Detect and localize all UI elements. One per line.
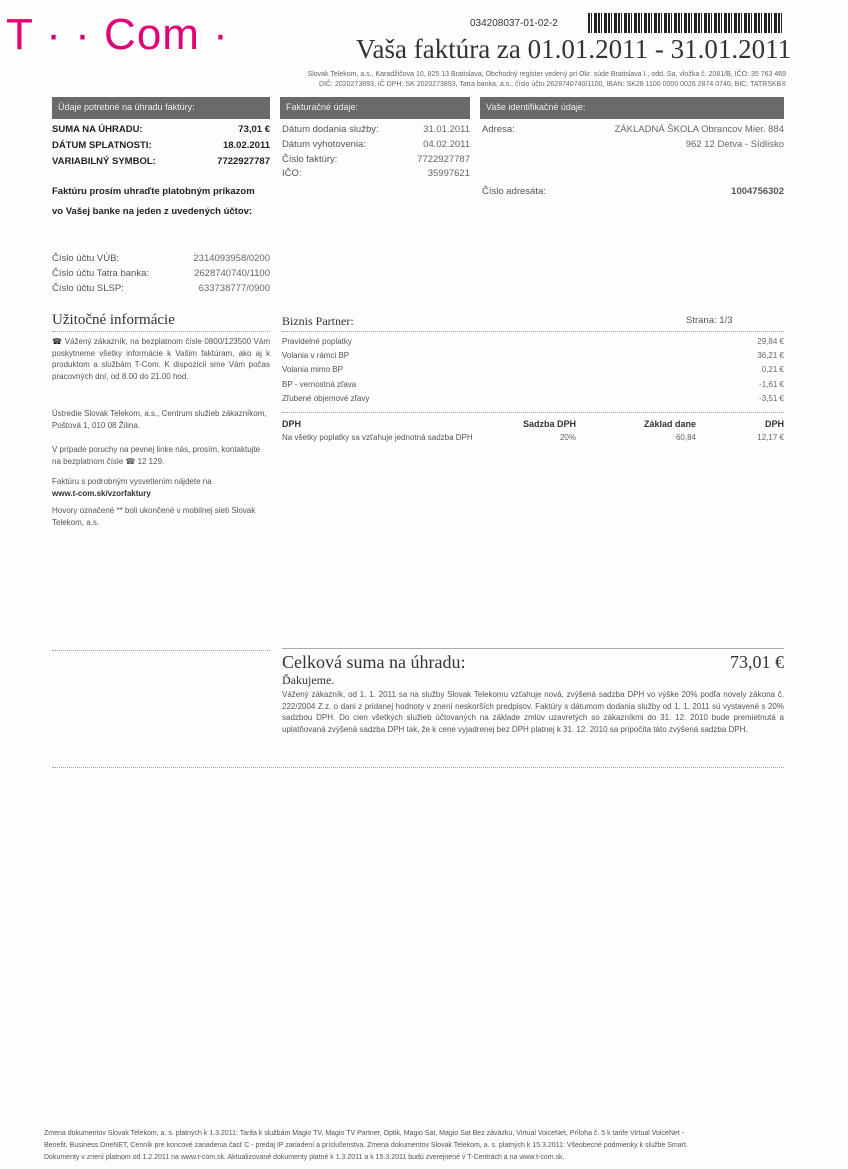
customer-section-bar: Vaše identifikačné údaje: xyxy=(480,97,784,119)
item-label-regular-fees: Pravidelné poplatky xyxy=(282,337,352,346)
t-com-logo: T · · Com · xyxy=(6,10,229,59)
footer-line-2: Benefit, Business OneNET, Cenník pre koncové zariadenia časť C - predaj IP zariadení a príslušenstva. Zmena dokumentov Slovak Telekom, a. s. platných k 15.3.2011: Všeobecné podmienky k službe Smart. xyxy=(44,1142,688,1149)
due-date-value: 18.02.2011 xyxy=(222,140,270,151)
info-hotline-text: Vážený zákazník, na bezplatnom čísle 0800/123500 Vám poskytneme všetky informácie k Vašim faktúram, ako aj k produktom a službám T-Com. K dispozícii sme Vám počas pracovných dní, od 8.00 do 21.00 hod. xyxy=(52,337,270,381)
ico-label: IČO: xyxy=(282,168,302,179)
info-paragraph-sample xyxy=(52,476,270,499)
footer-line-3: Dokumenty v znení platnom od 1.2.2011 na www.t-com.sk. Aktualizované dokumenty platné k 1.3.2011 a k 15.3.2011 budú zverejnené v T-Centrách a na www.t-com.sk. xyxy=(44,1154,565,1161)
phone-icon: ☎ xyxy=(52,337,63,346)
recipient-number-label: Číslo adresáta: xyxy=(482,186,546,197)
account-value-tatra: 2628740740/1100 xyxy=(194,268,270,279)
recipient-number-value: 1004756302 xyxy=(731,186,784,197)
dph-row-amount: 12,17 € xyxy=(757,433,784,442)
page-indicator: Strana: 1/3 xyxy=(686,315,733,326)
issue-date-value: 04.02.2011 xyxy=(423,139,470,150)
account-value-slsp: 633738777/0900 xyxy=(198,283,270,294)
address-line-1: ZÁKLADNÁ ŠKOLA Obrancov Mier. 884 xyxy=(614,124,784,135)
account-value-vub: 2314093958/0200 xyxy=(193,253,270,264)
legal-line-1: Slovak Telekom, a.s., Karadžičova 10, 825 13 Bratislava, Obchodný register vedený pri Okr. súde Bratislava I., odd. Sa, vložka č. 2081/B, IČO: 35 763 469 xyxy=(307,71,786,78)
account-label-slsp: Číslo účtu SLSP: xyxy=(52,283,124,294)
document-number: 034208037-01-02-2 xyxy=(470,18,558,29)
dph-row-rate: 20% xyxy=(559,433,576,442)
item-value-loyalty-discount: -1,61 € xyxy=(759,380,784,389)
total-value: 73,01 € xyxy=(730,652,784,672)
payment-instruction-1: Faktúru prosím uhraďte platobným príkazom xyxy=(52,186,255,197)
ico-value: 35997621 xyxy=(427,168,470,179)
footer-notice xyxy=(44,1128,784,1164)
info-paragraph-address: Ústredie Slovak Telekom, a.s., Centrum služieb zákazníkom, Poštová 1, 010 08 Žilina. xyxy=(52,409,267,430)
barcode xyxy=(588,13,784,33)
dph-header-rate: Sadzba DPH xyxy=(522,419,576,429)
account-label-tatra: Číslo účtu Tatra banka: xyxy=(52,268,149,279)
item-label-calls-in-bp: Volania v rámci BP xyxy=(282,351,350,360)
item-value-calls-in-bp: 36,21 € xyxy=(757,351,784,360)
dph-row-base: 60,84 xyxy=(675,433,696,442)
left-bottom-divider xyxy=(52,650,270,651)
useful-info-heading: Užitočné informácie xyxy=(52,312,175,328)
variable-symbol-value: 7722927787 xyxy=(217,156,270,167)
total-divider xyxy=(282,648,784,649)
sum-label: SUMA NA ÚHRADU: xyxy=(52,124,143,135)
item-label-loyalty-discount: BP - vernostná zľava xyxy=(282,380,357,389)
dph-divider xyxy=(282,412,784,413)
due-date-label: DÁTUM SPLATNOSTI: xyxy=(52,140,152,151)
delivery-date-value: 31.01.2011 xyxy=(423,124,470,135)
bottom-divider xyxy=(52,767,784,768)
sample-invoice-link[interactable]: www.t-com.sk/vzorfaktury xyxy=(52,488,151,498)
useful-info-divider xyxy=(52,331,270,332)
item-label-volume-discount: Zľubené objemové zľavy xyxy=(282,394,370,403)
invoice-section-bar: Fakturačné údaje: xyxy=(280,97,470,119)
footer-line-1: Zmena dokumentov Slovak Telekom, a. s. platných k 1.3.2011: Tarifa k službám Magio TV, Magio TV Partner, Optik, Magio Sat, Magio Sat Bez záväzku, Virtual VoiceNet, Príloha č. 5 k tarife Virtual VoiceNet - xyxy=(44,1130,685,1137)
info-sample-text: Faktúru s podrobným vysvetlením nájdete na xyxy=(52,477,212,486)
info-paragraph-hotline xyxy=(52,336,270,382)
item-value-volume-discount: -3,51 € xyxy=(759,394,784,403)
dph-header-base: Základ dane xyxy=(643,419,696,429)
vat-notice: Vážený zákazník, od 1. 1. 2011 sa na služby Slovak Telekomu vzťahuje nová, zvýšená sadzba DPH vo výške 20% podľa novely zákona č. 222/2004 Z.z. o dani z pridanej hodnoty v znení neskorších predpisov. Faktúry s dátumom dodania služby od 1. 1. 2011 sú vystavené s 20% sadzbou DPH. Do cien všetkých služieb účtovaných na základe zmlúv uzavretých so zákazníkmi do 31. 12. 2010 bude premietnutá a uplatňovaná zvýšená sadzba DPH tak, že k cene vyjadrenej bez DPH platnej k 31. 12. 2010 sa pripočíta táto zvýšená sadzba DPH. xyxy=(282,690,784,734)
company-legal-info xyxy=(246,70,786,90)
invoice-number-value: 7722927787 xyxy=(417,154,470,165)
variable-symbol-label: VARIABILNÝ SYMBOL: xyxy=(52,156,156,167)
info-paragraph-mobile: Hovory označené ** boli ukončené v mobilnej sieti Slovak Telekom, a.s. xyxy=(52,506,256,527)
business-divider xyxy=(282,331,784,332)
invoice-title: Vaša faktúra za 01.01.2011 - 31.01.2011 xyxy=(356,34,792,64)
account-label-vub: Číslo účtu VÚB: xyxy=(52,253,120,264)
payment-section-bar: Údaje potrebné na úhradu faktúry: xyxy=(52,97,270,119)
delivery-date-label: Dátum dodania služby: xyxy=(282,124,379,135)
invoice-number-label: Číslo faktúry: xyxy=(282,154,338,165)
item-label-calls-outside-bp: Volania mimo BP xyxy=(282,365,343,374)
info-paragraph-fault: V prípade poruchy na pevnej linke nás, prosím, kontaktujte na bezplatnom čísle ☎ 12 129. xyxy=(52,445,261,466)
address-label: Adresa: xyxy=(482,124,515,135)
thanks-text: Ďakujeme. xyxy=(282,673,335,687)
dph-header-amount: DPH xyxy=(764,419,784,429)
dph-row-label: Na všetky poplatky sa vzťahuje jednotná sadzba DPH xyxy=(282,433,473,442)
address-line-2: 962 12 Detva - Sídlisko xyxy=(685,139,784,150)
business-partner-heading: Biznis Partner: xyxy=(282,314,354,328)
dph-header-label: DPH xyxy=(282,419,302,429)
legal-line-2: DIČ: 2020273893, IČ DPH: SK 2020273893, Tatra banka, a.s., číslo účtu 2628740740/1100, IBAN: SK28 1100 0000 0026 2874 0740, BIC: TATRSKBX xyxy=(319,81,786,88)
item-value-regular-fees: 29,84 € xyxy=(757,337,784,346)
payment-instruction-2: vo Vašej banke na jeden z uvedených účtov: xyxy=(52,206,253,217)
issue-date-label: Dátum vyhotovenia: xyxy=(282,139,366,150)
sum-value: 73,01 € xyxy=(238,124,270,135)
item-value-calls-outside-bp: 0,21 € xyxy=(761,365,784,374)
total-label: Celková suma na úhradu: xyxy=(282,652,466,672)
